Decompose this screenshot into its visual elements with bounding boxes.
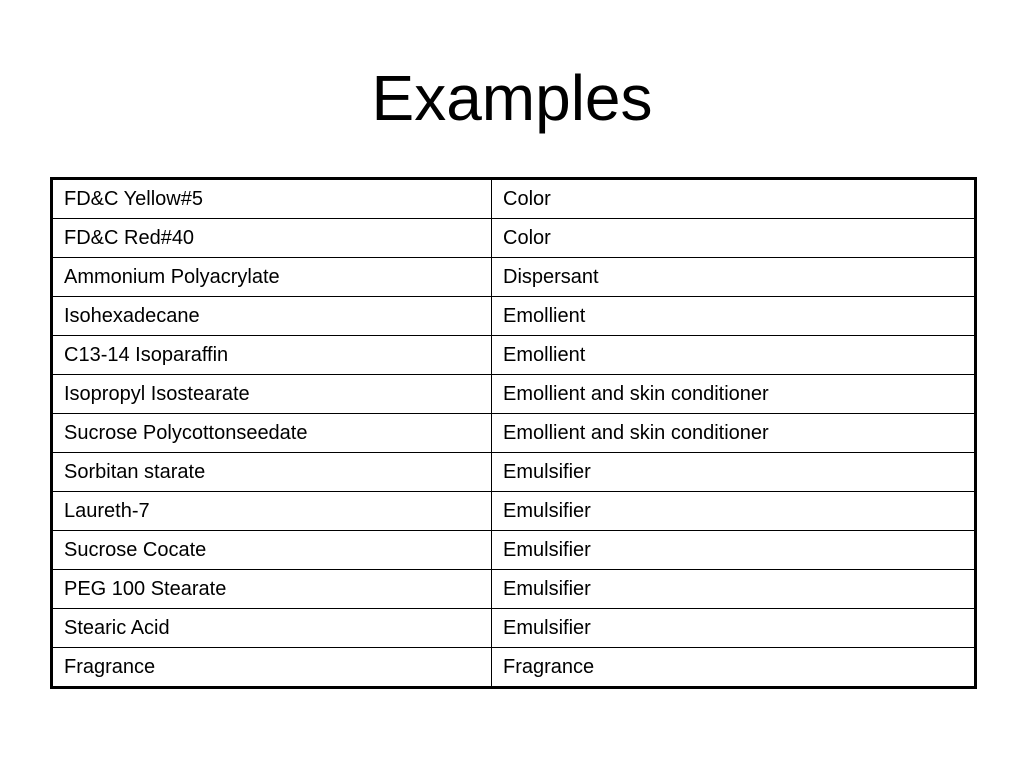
slide-title: Examples — [371, 62, 653, 134]
ingredient-cell: C13-14 Isoparaffin — [52, 336, 492, 375]
function-cell: Emulsifier — [492, 570, 976, 609]
function-cell: Emulsifier — [492, 453, 976, 492]
ingredient-cell: Fragrance — [52, 648, 492, 688]
table-row — [52, 414, 976, 453]
ingredients-table-body — [52, 179, 976, 688]
table-row — [52, 648, 976, 688]
table-row — [52, 531, 976, 570]
ingredient-cell: Ammonium Polyacrylate — [52, 258, 492, 297]
table-row — [52, 219, 976, 258]
function-cell: Emulsifier — [492, 609, 976, 648]
table-row — [52, 297, 976, 336]
table-row — [52, 570, 976, 609]
table-row — [52, 336, 976, 375]
table-row — [52, 375, 976, 414]
function-cell: Emollient and skin conditioner — [492, 414, 976, 453]
table-row — [52, 609, 976, 648]
ingredient-cell: Isohexadecane — [52, 297, 492, 336]
ingredient-cell: Sorbitan starate — [52, 453, 492, 492]
ingredient-cell: Stearic Acid — [52, 609, 492, 648]
ingredient-cell: Laureth-7 — [52, 492, 492, 531]
ingredient-cell: Isopropyl Isostearate — [52, 375, 492, 414]
ingredients-table — [50, 177, 977, 689]
table-row — [52, 258, 976, 297]
function-cell: Emollient — [492, 297, 976, 336]
table-row — [52, 179, 976, 219]
function-cell: Dispersant — [492, 258, 976, 297]
ingredient-cell: PEG 100 Stearate — [52, 570, 492, 609]
function-cell: Emollient and skin conditioner — [492, 375, 976, 414]
ingredient-cell: Sucrose Polycottonseedate — [52, 414, 492, 453]
function-cell: Emulsifier — [492, 492, 976, 531]
function-cell: Color — [492, 219, 976, 258]
function-cell: Fragrance — [492, 648, 976, 688]
function-cell: Color — [492, 179, 976, 219]
table-row — [52, 492, 976, 531]
function-cell: Emulsifier — [492, 531, 976, 570]
ingredient-cell: Sucrose Cocate — [52, 531, 492, 570]
ingredient-cell: FD&C Yellow#5 — [52, 179, 492, 219]
table-row — [52, 453, 976, 492]
function-cell: Emollient — [492, 336, 976, 375]
ingredient-cell: FD&C Red#40 — [52, 219, 492, 258]
